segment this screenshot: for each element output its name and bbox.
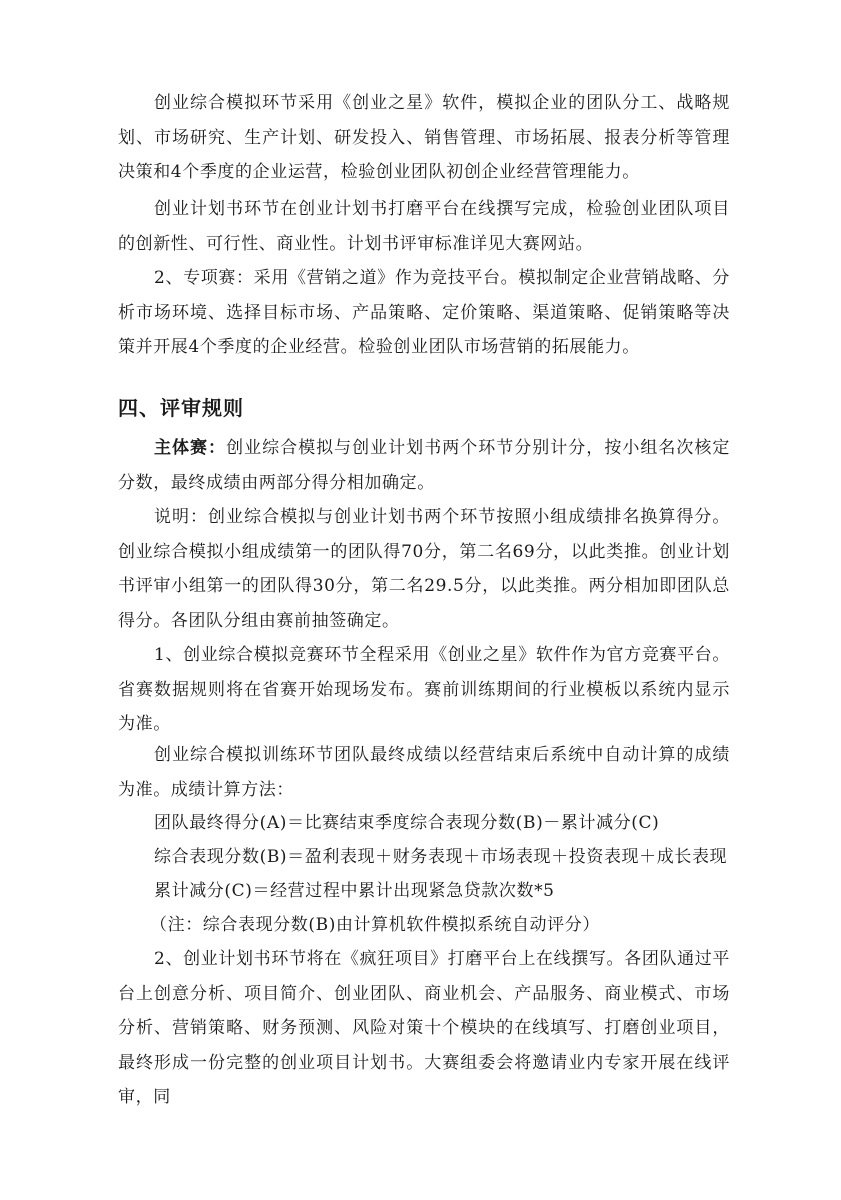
paragraph-score-calculation: 创业综合模拟训练环节团队最终成绩以经营结束后系统中自动计算的成绩为准。成绩计算方法： <box>118 745 730 800</box>
main-competition-text: 创业综合模拟与创业计划书两个环节分别计分，按小组名次核定分数，最终成绩由两部分得分相加确定。 <box>118 438 730 493</box>
paragraph-business-plan: 创业计划书环节在创业计划书打磨平台在线撰写完成，检验创业团队项目的创新性、可行性、商业性。计划书评审标准详见大赛网站。 <box>118 199 730 254</box>
paragraph-main-competition <box>118 431 730 500</box>
section-heading-review-rules: 四、评审规则 <box>118 396 244 420</box>
paragraph-simulation-platform: 1、创业综合模拟竞赛环节全程采用《创业之星》软件作为官方竞赛平台。省赛数据规则将在省赛开始现场发布。赛前训练期间的行业模板以系统内显示为准。 <box>118 645 730 734</box>
paragraph-special-competition: 2、专项赛：采用《营销之道》作为竞技平台。模拟制定企业营销战略、分析市场环境、选择目标市场、产品策略、定价策略、渠道策略、促销策略等决策并开展4个季度的企业经营。检验创业团队市场营销的拓展能力。 <box>118 268 730 357</box>
formula-cumulative-deduction: 累计减分(C)＝经营过程中累计出现紧急贷款次数*5 <box>154 881 555 901</box>
paragraph-business-simulation: 创业综合模拟环节采用《创业之星》软件，模拟企业的团队分工、战略规划、市场研究、生产计划、研发投入、销售管理、市场拓展、报表分析等管理决策和4个季度的企业运营，检验创业团队初创企业经营管理能力。 <box>118 93 730 182</box>
main-competition-label: 主体赛： <box>154 438 227 458</box>
paragraph-plan-platform: 2、创业计划书环节将在《疯狂项目》打磨平台上在线撰写。各团队通过平台上创意分析、项目简介、创业团队、商业机会、产品服务、商业模式、市场分析、营销策略、财务预测、风险对策十个模块的在线填写、打磨创业项目，最终形成一份完整的创业项目计划书。大赛组委会将邀请业内专家开展在线评审，同 <box>118 949 730 1107</box>
formula-note: （注：综合表现分数(B)由计算机软件模拟系统自动评分） <box>150 915 600 935</box>
formula-final-score: 团队最终得分(A)＝比赛结束季度综合表现分数(B)－累计减分(C) <box>154 813 660 833</box>
formula-comprehensive-score: 综合表现分数(B)＝盈利表现＋财务表现＋市场表现＋投资表现＋成长表现 <box>154 847 728 867</box>
paragraph-explanation: 说明：创业综合模拟与创业计划书两个环节按照小组成绩排名换算得分。创业综合模拟小组成绩第一的团队得70分，第二名69分，以此类推。创业计划书评审小组第一的团队得30分，第二名29.5分，以此类推。两分相加即团队总得分。各团队分组由赛前抽签确定。 <box>118 507 730 631</box>
